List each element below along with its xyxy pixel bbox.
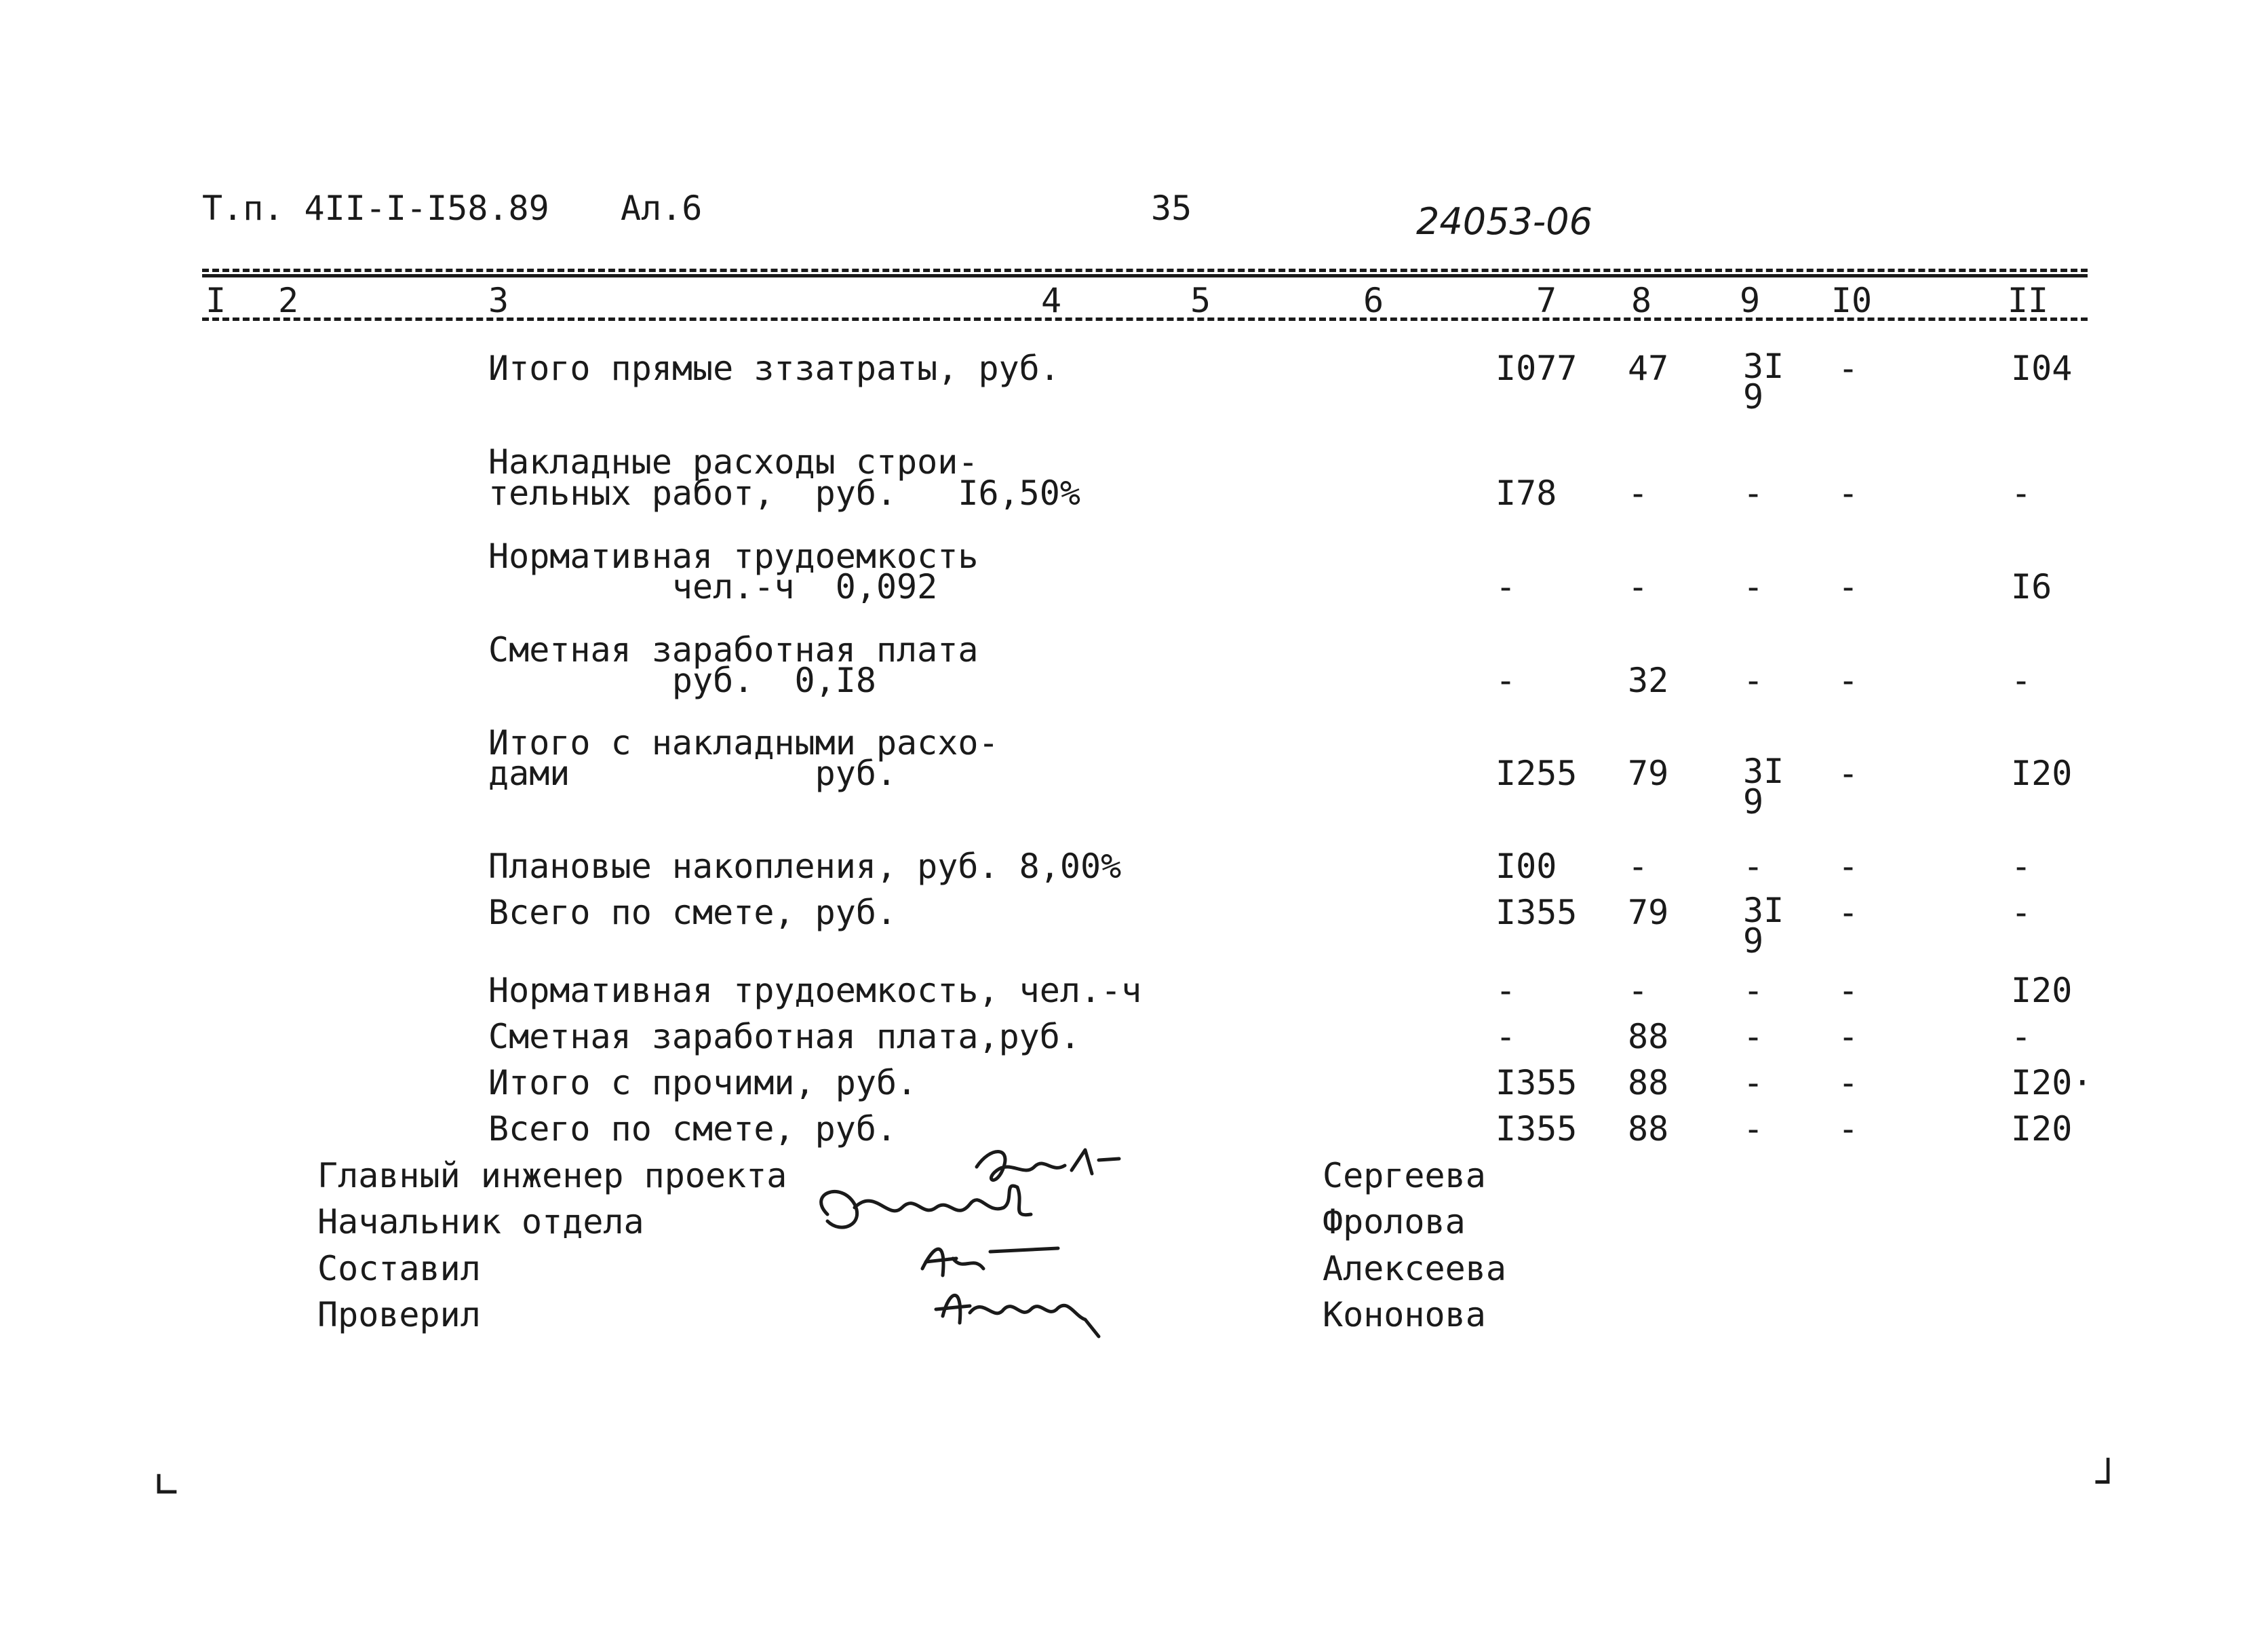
row-label-line-2: тельных работ, руб. I6,50% xyxy=(488,474,1080,513)
col-header-11: II xyxy=(2007,281,2049,320)
cell-c9: - xyxy=(1743,1017,1764,1056)
cell-c7: I78 xyxy=(1495,474,1557,513)
document-code: Т.п. 4II-I-I58.89 xyxy=(202,189,549,228)
cell-c11: - xyxy=(2011,661,2032,700)
cell-c8: - xyxy=(1628,567,1649,606)
cell-c9: 3I 9 xyxy=(1743,347,1784,417)
cell-c7: I077 xyxy=(1495,349,1578,388)
signature-role: Начальник отдела xyxy=(317,1202,644,1241)
col-header-7: 7 xyxy=(1536,281,1557,320)
col-header-3: 3 xyxy=(488,281,509,320)
col-header-5: 5 xyxy=(1190,281,1211,320)
cell-c9: - xyxy=(1743,661,1764,700)
cell-c8: - xyxy=(1628,971,1649,1010)
col-header-10: I0 xyxy=(1831,281,1873,320)
row-label: Всего по смете, руб. xyxy=(488,893,897,932)
row-label-line-2: чел.-ч 0,092 xyxy=(488,567,938,606)
cell-c11: - xyxy=(2011,847,2032,886)
signature-role: Проверил xyxy=(317,1295,481,1334)
corner-mark-left: ∟ xyxy=(155,1462,180,1509)
col-header-1: I xyxy=(205,281,227,320)
cell-c11: I04 xyxy=(2011,349,2073,388)
cell-c10: - xyxy=(1838,1109,1859,1149)
col-header-9: 9 xyxy=(1739,281,1761,320)
cell-c8: 88 xyxy=(1628,1109,1669,1149)
cell-c11: - xyxy=(2011,474,2032,513)
cell-c11: - xyxy=(2011,893,2032,932)
cell-c7: - xyxy=(1495,971,1517,1010)
handwritten-signatures xyxy=(800,1140,1180,1357)
cell-c11: I20 xyxy=(2011,754,2073,793)
cell-c8: 32 xyxy=(1628,661,1669,700)
corner-mark-right: ┘ xyxy=(2096,1459,2121,1506)
cell-c10: - xyxy=(1838,893,1859,932)
signature-name: Кононова xyxy=(1323,1295,1486,1334)
header-rule-top-2 xyxy=(202,274,2088,277)
album-label: Ал.6 xyxy=(621,189,703,228)
signature-name: Алексеева xyxy=(1323,1249,1506,1288)
cell-c10: - xyxy=(1838,847,1859,886)
cell-c8: - xyxy=(1628,474,1649,513)
row-label: Нормативная трудоемкость xyxy=(488,537,979,576)
row-label: Сметная заработная плата xyxy=(488,630,979,670)
cell-c9: - xyxy=(1743,847,1764,886)
cell-c9: - xyxy=(1743,1063,1764,1102)
col-header-6: 6 xyxy=(1363,281,1384,320)
cell-c7: - xyxy=(1495,567,1517,606)
cell-c11: I20· xyxy=(2011,1063,2093,1102)
row-label: Итого с прочими, руб. xyxy=(488,1063,918,1102)
cell-c8: 47 xyxy=(1628,349,1669,388)
handwritten-code: 24053-06 xyxy=(1416,200,1592,243)
row-label: Накладные расходы строи- xyxy=(488,442,979,482)
cell-c8: 79 xyxy=(1628,754,1669,793)
row-label-line-2: руб. 0,I8 xyxy=(488,661,876,700)
cell-c7: I355 xyxy=(1495,1063,1578,1102)
cell-c10: - xyxy=(1838,971,1859,1010)
signature-role: Главный инженер проекта xyxy=(317,1156,787,1195)
col-header-8: 8 xyxy=(1630,281,1652,320)
signature-role: Составил xyxy=(317,1249,481,1288)
cell-c10: - xyxy=(1838,1063,1859,1102)
cell-c11: I6 xyxy=(2011,567,2052,606)
row-label: Нормативная трудоемкость, чел.-ч xyxy=(488,971,1142,1010)
cell-c7: I355 xyxy=(1495,893,1578,932)
row-label: Всего по смете, руб. xyxy=(488,1109,897,1149)
cell-c8: 79 xyxy=(1628,893,1669,932)
cell-c7: I355 xyxy=(1495,1109,1578,1149)
cell-c11: I20 xyxy=(2011,1109,2073,1149)
signature-name: Фролова xyxy=(1323,1202,1466,1241)
row-label-line-2: дами руб. xyxy=(488,754,897,793)
cell-c7: I255 xyxy=(1495,754,1578,793)
cell-c8: - xyxy=(1628,847,1649,886)
cell-c11: I20 xyxy=(2011,971,2073,1010)
cell-c7: I00 xyxy=(1495,847,1557,886)
cell-c8: 88 xyxy=(1628,1017,1669,1056)
cell-c8: 88 xyxy=(1628,1063,1669,1102)
row-label: Итого прямые зтзатраты, руб. xyxy=(488,349,1060,388)
col-header-2: 2 xyxy=(277,281,299,320)
cell-c10: - xyxy=(1838,349,1859,388)
signature-name: Сергеева xyxy=(1323,1156,1486,1195)
cell-c11: - xyxy=(2011,1017,2032,1056)
cell-c9: 3I 9 xyxy=(1743,891,1784,961)
cell-c10: - xyxy=(1838,754,1859,793)
cell-c9: - xyxy=(1743,971,1764,1010)
cell-c7: - xyxy=(1495,661,1517,700)
row-label: Итого с накладными расхо- xyxy=(488,723,999,763)
cell-c9: 3I 9 xyxy=(1743,752,1784,822)
cell-c10: - xyxy=(1838,567,1859,606)
row-label: Плановые накопления, руб. 8,00% xyxy=(488,847,1122,886)
page-number: 35 xyxy=(1151,189,1192,228)
header-rule-bottom xyxy=(202,317,2088,321)
cell-c9: - xyxy=(1743,1109,1764,1149)
cell-c10: - xyxy=(1838,474,1859,513)
header-rule-top xyxy=(202,269,2088,272)
cell-c10: - xyxy=(1838,1017,1859,1056)
cell-c10: - xyxy=(1838,661,1859,700)
cell-c7: - xyxy=(1495,1017,1517,1056)
cell-c9: - xyxy=(1743,567,1764,606)
cell-c9: - xyxy=(1743,474,1764,513)
col-header-4: 4 xyxy=(1040,281,1062,320)
row-label: Сметная заработная плата,руб. xyxy=(488,1017,1080,1056)
